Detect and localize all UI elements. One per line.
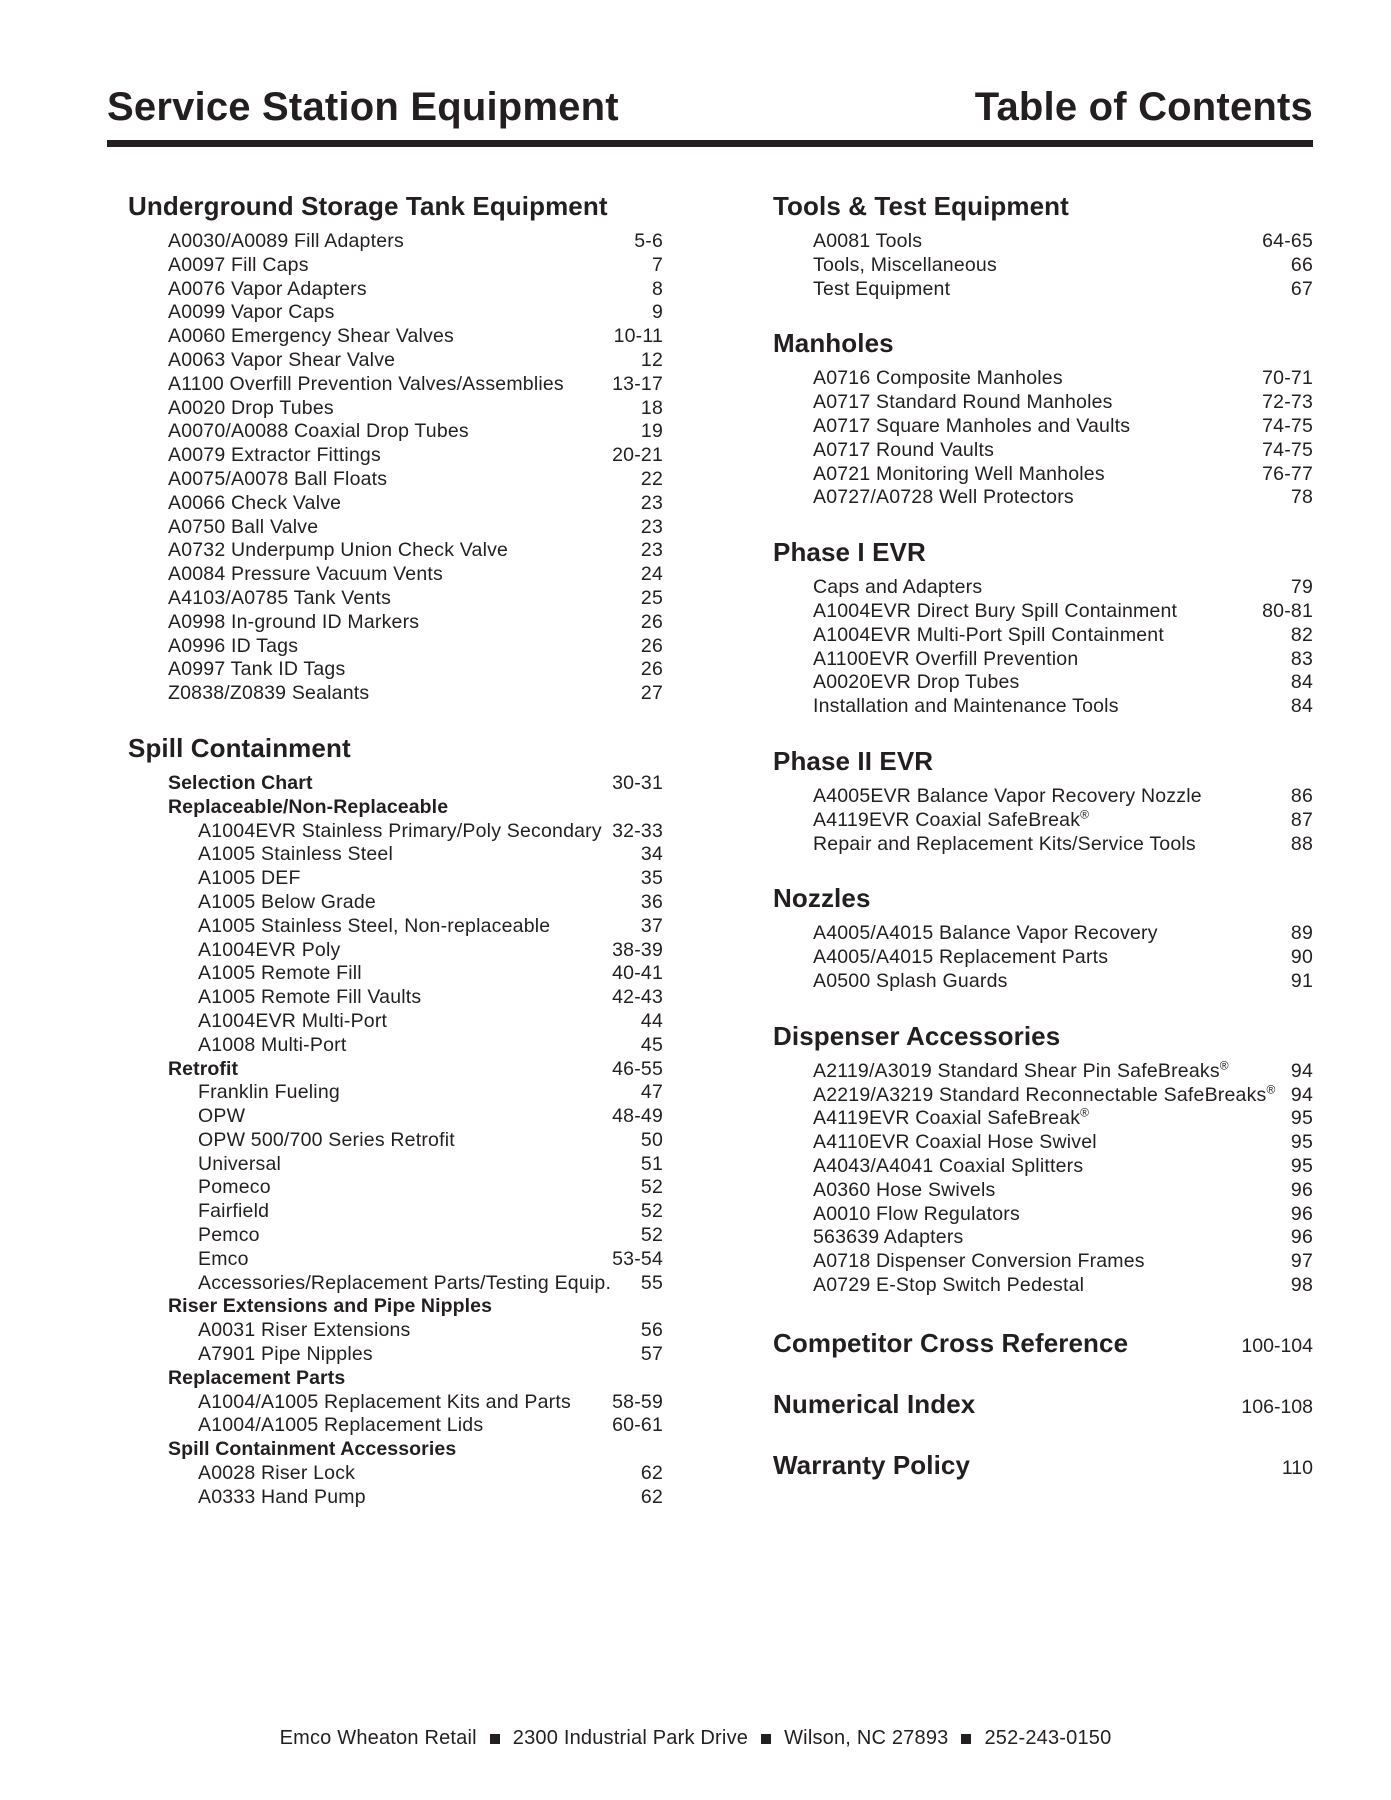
toc-item-label: A1005 Stainless Steel, Non-replaceable	[198, 914, 551, 937]
toc-item-label: A0716 Composite Manholes	[813, 367, 1063, 390]
toc-item	[773, 1131, 1313, 1155]
toc-item-page: 26	[640, 634, 663, 657]
toc-item-label: A0996 ID Tags	[168, 634, 299, 657]
toc-item	[128, 325, 663, 349]
toc-item	[128, 611, 663, 635]
toc-item-label: A0081 Tools	[813, 230, 923, 252]
toc-item	[773, 624, 1313, 648]
toc-item	[128, 1319, 663, 1343]
toc-item-label: Retrofit	[168, 1057, 239, 1080]
toc-section	[128, 191, 663, 706]
toc-item-page: 64-65	[1262, 230, 1313, 252]
toc-item-page: 62	[640, 1485, 663, 1508]
section-title: Tools & Test Equipment	[773, 191, 1069, 221]
toc-item	[128, 986, 663, 1010]
section-title: Competitor Cross Reference	[773, 1327, 1129, 1358]
registered-trademark-symbol: ®	[1266, 1082, 1276, 1097]
toc-item-page: 53-54	[612, 1247, 663, 1270]
toc-item-page: 74-75	[1262, 438, 1313, 461]
section-heading	[773, 883, 1313, 914]
toc-item	[773, 946, 1313, 970]
toc-item	[773, 486, 1313, 510]
toc-item	[128, 1438, 663, 1462]
toc-item-label: Emco	[198, 1247, 249, 1270]
toc-item	[128, 1295, 663, 1319]
toc-item-page: 95	[1290, 1107, 1313, 1130]
toc-item	[773, 230, 1313, 254]
toc-item-label: Test Equipment	[813, 277, 951, 300]
toc-item-label: A1005 Remote Fill Vaults	[198, 986, 422, 1009]
toc-item-label: Repair and Replacement Kits/Service Tools	[813, 832, 1196, 855]
toc-item-label: Replacement Parts	[168, 1366, 346, 1389]
toc-item-page: 96	[1290, 1202, 1313, 1225]
toc-item-page: 89	[1290, 922, 1313, 945]
toc-item-page: 52	[640, 1176, 663, 1199]
toc-item-page: 96	[1290, 1178, 1313, 1201]
toc-item-label: A1004EVR Stainless Primary/Poly Secondary	[198, 819, 602, 842]
toc-section	[773, 537, 1313, 719]
toc-item-page: 24	[640, 563, 663, 586]
toc-item-page: 35	[640, 867, 663, 890]
toc-item	[773, 1107, 1313, 1131]
toc-item-label: A1100EVR Overfill Prevention	[813, 647, 1079, 670]
toc-item	[773, 576, 1313, 600]
toc-item-label: A7901 Pipe Nipples	[198, 1343, 373, 1366]
toc-item-page: 70-71	[1262, 367, 1313, 390]
toc-item	[773, 695, 1313, 719]
section-heading	[773, 537, 1313, 568]
toc-item-page: 82	[1290, 623, 1313, 646]
toc-item-label: A0732 Underpump Union Check Valve	[168, 539, 509, 562]
toc-item-label: A1005 Below Grade	[198, 890, 376, 913]
toc-item-label: A0030/A0089 Fill Adapters	[168, 230, 404, 252]
toc-item-page: 52	[640, 1224, 663, 1247]
toc-item	[128, 1224, 663, 1248]
toc-item-label: A1004EVR Multi-Port Spill Containment	[813, 623, 1164, 646]
toc-item-label: Installation and Maintenance Tools	[813, 695, 1119, 718]
toc-item	[128, 587, 663, 611]
toc-item	[773, 1179, 1313, 1203]
toc-item-page: 98	[1290, 1273, 1313, 1296]
toc-item	[773, 970, 1313, 994]
toc-item-label: Accessories/Replacement Parts/Testing Equip.	[198, 1271, 612, 1294]
toc-item	[128, 820, 663, 844]
toc-item-label: A0997 Tank ID Tags	[168, 658, 346, 681]
toc-item	[128, 230, 663, 254]
toc-item-page: 79	[1290, 576, 1313, 599]
toc-item-page: 19	[640, 420, 663, 443]
toc-item	[128, 539, 663, 563]
toc-item-page: 84	[1290, 671, 1313, 694]
toc-item-label: A0500 Splash Guards	[813, 969, 1008, 992]
footer-separator-square-icon	[761, 1734, 771, 1744]
toc-item-label: A1005 Stainless Steel	[198, 843, 393, 866]
toc-item-page: 23	[640, 491, 663, 514]
toc-item-label: A0076 Vapor Adapters	[168, 277, 367, 300]
toc-item-label: Selection Chart	[168, 771, 313, 794]
toc-section	[773, 1328, 1313, 1359]
toc-item-page: 8	[651, 277, 663, 300]
toc-item-page: 51	[640, 1152, 663, 1175]
toc-item-label: A4103/A0785 Tank Vents	[168, 586, 392, 609]
toc-item	[128, 1343, 663, 1367]
toc-section	[773, 883, 1313, 993]
toc-item-label: Pomeco	[198, 1176, 271, 1199]
toc-item-page: 94	[1290, 1083, 1313, 1106]
footer-segment: Emco Wheaton Retail	[279, 1727, 477, 1749]
toc-item-page: 23	[640, 515, 663, 538]
registered-trademark-symbol: ®	[1219, 1058, 1229, 1073]
toc-section	[773, 1450, 1313, 1481]
toc-item	[773, 278, 1313, 302]
toc-item	[773, 415, 1313, 439]
toc-item-label: A0066 Check Valve	[168, 491, 342, 514]
toc-item-label: A0727/A0728 Well Protectors	[813, 486, 1074, 509]
toc-item	[128, 1200, 663, 1224]
toc-item	[773, 600, 1313, 624]
toc-item-page: 10-11	[613, 325, 663, 348]
toc-item-label: A0020 Drop Tubes	[168, 396, 334, 419]
toc-item	[773, 463, 1313, 487]
toc-item-label: A1005 Remote Fill	[198, 962, 362, 985]
toc-item	[773, 254, 1313, 278]
toc-item-label: A0010 Flow Regulators	[813, 1202, 1020, 1225]
toc-item-label: A0031 Riser Extensions	[198, 1319, 411, 1342]
section-page-number: 100-104	[1241, 1334, 1313, 1357]
toc-item	[128, 492, 663, 516]
doc-title: Service Station Equipment	[107, 85, 619, 129]
toc-item	[128, 1034, 663, 1058]
toc-item	[128, 1153, 663, 1177]
section-title: Nozzles	[773, 883, 871, 914]
toc-right-column	[773, 191, 1313, 1537]
toc-item	[128, 1105, 663, 1129]
toc-item-label: A0998 In-ground ID Markers	[168, 610, 420, 633]
toc-item-label: A0729 E-Stop Switch Pedestal	[813, 1273, 1085, 1296]
footer-separator-square-icon	[490, 1734, 500, 1744]
toc-item	[773, 785, 1313, 809]
toc-item	[773, 391, 1313, 415]
page-footer	[0, 1727, 1391, 1750]
toc-item-label: A1004EVR Poly	[198, 938, 341, 961]
toc-item-label: Z0838/Z0839 Sealants	[168, 682, 370, 705]
toc-item-page: 45	[640, 1033, 663, 1056]
toc-item-label: A1004/A1005 Replacement Lids	[198, 1414, 484, 1437]
footer-segment: Wilson, NC 27893	[784, 1727, 949, 1749]
toc-item-page: 57	[640, 1343, 663, 1366]
toc-section	[773, 1389, 1313, 1420]
toc-item	[128, 254, 663, 278]
toc-item-label: A4005/A4015 Balance Vapor Recovery	[813, 922, 1158, 945]
toc-item-page: 47	[640, 1081, 663, 1104]
toc-item-label: A4119EVR Coaxial SafeBreak®	[813, 1105, 1090, 1130]
toc-item-page: 26	[640, 610, 663, 633]
toc-item-page: 78	[1290, 486, 1313, 509]
toc-item-page: 7	[651, 253, 663, 276]
toc-item-label: A4110EVR Coaxial Hose Swivel	[813, 1131, 1097, 1154]
toc-item	[128, 563, 663, 587]
toc-item	[128, 444, 663, 468]
toc-item	[773, 1084, 1313, 1108]
toc-item-page: 22	[640, 467, 663, 490]
section-heading	[773, 191, 1313, 222]
section-heading	[128, 191, 663, 222]
toc-item	[773, 1250, 1313, 1274]
toc-item-label: A2119/A3019 Standard Shear Pin SafeBreaks®	[813, 1058, 1229, 1082]
section-title: Numerical Index	[773, 1388, 976, 1419]
toc-item-label: A4005EVR Balance Vapor Recovery Nozzle	[813, 784, 1202, 807]
toc-item-page: 36	[640, 890, 663, 913]
section-title: Dispenser Accessories	[773, 1020, 1061, 1051]
toc-item-label: Pemco	[198, 1224, 260, 1247]
toc-item-label: A0360 Hose Swivels	[813, 1178, 996, 1201]
toc-item-label: A0084 Pressure Vacuum Vents	[168, 563, 443, 586]
toc-item	[128, 1414, 663, 1438]
toc-item-page: 25	[640, 586, 663, 609]
toc-item-page: 52	[640, 1200, 663, 1223]
toc-item	[128, 915, 663, 939]
toc-item	[128, 682, 663, 706]
toc-item-label: A4119EVR Coaxial SafeBreak®	[813, 807, 1090, 831]
toc-item	[128, 1010, 663, 1034]
toc-item-page: 90	[1290, 946, 1313, 969]
toc-item-page: 18	[640, 396, 663, 419]
toc-item	[773, 833, 1313, 857]
toc-item-page: 44	[640, 1009, 663, 1032]
toc-item-label: A1004EVR Direct Bury Spill Containment	[813, 599, 1178, 622]
toc-item-label: A0079 Extractor Fittings	[168, 444, 381, 467]
toc-item-page: 50	[640, 1128, 663, 1151]
toc-item-page: 32-33	[612, 819, 663, 842]
toc-item-label: A1004EVR Multi-Port	[198, 1009, 388, 1032]
toc-item-page: 27	[640, 682, 663, 705]
toc-item	[128, 301, 663, 325]
toc-item	[128, 1129, 663, 1153]
toc-item-label: A0075/A0078 Ball Floats	[168, 467, 388, 490]
toc-item-label: A1100 Overfill Prevention Valves/Assemblies	[168, 372, 564, 395]
toc-item-label: 563639 Adapters	[813, 1226, 964, 1249]
toc-item-label: A0028 Riser Lock	[198, 1462, 356, 1485]
section-heading	[773, 1021, 1313, 1052]
toc-item	[128, 1367, 663, 1391]
toc-item-label: A0060 Emergency Shear Valves	[168, 325, 454, 348]
toc-item	[128, 939, 663, 963]
toc-item-page: 86	[1290, 784, 1313, 807]
toc-item-page: 48-49	[612, 1105, 663, 1128]
toc-item	[128, 796, 663, 820]
toc-item-label: A0718 Dispenser Conversion Frames	[813, 1250, 1145, 1273]
toc-title: Table of Contents	[974, 85, 1313, 129]
registered-trademark-symbol: ®	[1080, 807, 1090, 822]
toc-item	[773, 671, 1313, 695]
toc-item	[128, 658, 663, 682]
footer-segment: 2300 Industrial Park Drive	[512, 1727, 749, 1749]
toc-item-label: Franklin Fueling	[198, 1081, 340, 1104]
toc-item-page: 58-59	[612, 1390, 663, 1413]
section-title: Manholes	[773, 328, 894, 359]
section-page-number: 110	[1281, 1456, 1313, 1479]
toc-item	[128, 373, 663, 397]
toc-item-page: 95	[1290, 1154, 1313, 1177]
toc-item-label: A0750 Ball Valve	[168, 515, 319, 538]
toc-item-label: A0020EVR Drop Tubes	[813, 671, 1020, 694]
toc-item-page: 5-6	[634, 230, 663, 252]
toc-item-page: 96	[1290, 1226, 1313, 1249]
toc-item-page: 67	[1290, 277, 1313, 300]
toc-item-page: 62	[640, 1462, 663, 1485]
toc-item	[128, 962, 663, 986]
toc-item-page: 87	[1290, 808, 1313, 831]
toc-item	[773, 367, 1313, 391]
toc-item-label: Tools, Miscellaneous	[813, 253, 997, 276]
toc-item-label: Universal	[198, 1152, 282, 1175]
toc-item-label: A0097 Fill Caps	[168, 253, 309, 276]
toc-item-label: A4005/A4015 Replacement Parts	[813, 946, 1109, 969]
section-heading	[128, 733, 663, 764]
section-title: Phase I EVR	[773, 537, 926, 568]
toc-item-label: A4043/A4041 Coaxial Splitters	[813, 1154, 1084, 1177]
toc-item-page: 80-81	[1262, 599, 1313, 622]
toc-item-page: 40-41	[612, 962, 663, 985]
toc-item-label: A2219/A3219 Standard Reconnectable SafeBreaks®	[813, 1082, 1276, 1106]
toc-item-label: A0717 Round Vaults	[813, 438, 995, 461]
toc-section	[773, 191, 1313, 301]
toc-item-label: A0717 Standard Round Manholes	[813, 391, 1113, 414]
toc-item	[773, 1155, 1313, 1179]
toc-item-page: 12	[640, 348, 663, 371]
toc-item-page: 72-73	[1262, 391, 1313, 414]
toc-item-page: 20-21	[612, 444, 663, 467]
toc-item	[128, 278, 663, 302]
toc-item	[128, 1081, 663, 1105]
page-header	[107, 0, 1313, 147]
toc-item	[773, 439, 1313, 463]
section-title: Phase II EVR	[773, 745, 934, 776]
toc-section	[773, 1021, 1313, 1298]
toc-item-label: A0721 Monitoring Well Manholes	[813, 462, 1105, 485]
toc-item	[773, 809, 1313, 833]
toc-item-page: 76-77	[1262, 462, 1313, 485]
toc-item	[128, 1462, 663, 1486]
toc-item	[128, 468, 663, 492]
section-heading	[773, 746, 1313, 777]
toc-item-label: A1005 DEF	[198, 867, 301, 890]
toc-item	[128, 1058, 663, 1082]
toc-item-page: 91	[1290, 969, 1313, 992]
toc-item-page: 60-61	[612, 1414, 663, 1437]
toc-item-page: 84	[1290, 695, 1313, 718]
toc-item	[128, 772, 663, 796]
section-title: Spill Containment	[128, 732, 351, 763]
toc-item-page: 38-39	[612, 938, 663, 961]
toc-item-page: 42-43	[612, 986, 663, 1009]
section-title: Underground Storage Tank Equipment	[128, 191, 608, 221]
toc-item-page: 13-17	[612, 372, 663, 395]
toc-item	[128, 843, 663, 867]
toc-item-page: 23	[640, 539, 663, 562]
toc-item-label: OPW 500/700 Series Retrofit	[198, 1128, 455, 1151]
toc-item	[773, 922, 1313, 946]
toc-item-label: A0717 Square Manholes and Vaults	[813, 414, 1131, 437]
section-heading	[773, 1450, 1313, 1481]
toc-item-page: 95	[1290, 1131, 1313, 1154]
toc-item-page: 94	[1290, 1059, 1313, 1082]
toc-item-page: 56	[640, 1319, 663, 1342]
toc-item-page: 26	[640, 658, 663, 681]
toc-item	[128, 635, 663, 659]
toc-item	[773, 1274, 1313, 1298]
section-title: Warranty Policy	[773, 1449, 971, 1480]
toc-item-page: 55	[640, 1271, 663, 1294]
toc-item-page: 30-31	[612, 771, 663, 794]
section-heading	[773, 1328, 1313, 1359]
toc-item-page: 34	[640, 843, 663, 866]
section-heading	[773, 328, 1313, 359]
footer-separator-square-icon	[961, 1734, 971, 1744]
toc-item	[128, 420, 663, 444]
toc-section	[773, 746, 1313, 856]
toc-item-label: Spill Containment Accessories	[168, 1438, 457, 1461]
toc-left-column	[128, 191, 663, 1537]
section-page-number: 106-108	[1241, 1395, 1313, 1418]
toc-item	[128, 1391, 663, 1415]
toc-item-label: A1004/A1005 Replacement Kits and Parts	[198, 1390, 571, 1413]
toc-item	[128, 349, 663, 373]
registered-trademark-symbol: ®	[1080, 1105, 1090, 1120]
toc-item-label: OPW	[198, 1105, 246, 1128]
toc-item-page: 97	[1290, 1250, 1313, 1273]
toc-columns	[107, 191, 1313, 1537]
toc-section	[773, 328, 1313, 510]
toc-item-page: 74-75	[1262, 414, 1313, 437]
toc-item-label: Replaceable/Non-Replaceable	[168, 795, 449, 818]
toc-item-label: A1008 Multi-Port	[198, 1033, 347, 1056]
toc-item	[773, 1060, 1313, 1084]
toc-item-page: 83	[1290, 647, 1313, 670]
toc-item	[128, 397, 663, 421]
toc-item-label: A0070/A0088 Coaxial Drop Tubes	[168, 420, 469, 443]
toc-item	[128, 891, 663, 915]
toc-item	[128, 516, 663, 540]
content-area	[107, 0, 1313, 1537]
toc-item-page: 46-55	[612, 1057, 663, 1080]
toc-item-label: A0333 Hand Pump	[198, 1485, 366, 1508]
toc-item	[128, 1272, 663, 1296]
section-heading	[773, 1389, 1313, 1420]
toc-item-label: Riser Extensions and Pipe Nipples	[168, 1295, 493, 1318]
footer-segment: 252-243-0150	[984, 1727, 1112, 1749]
toc-item-page: 37	[640, 914, 663, 937]
toc-item-label: A0063 Vapor Shear Valve	[168, 348, 396, 371]
toc-item	[128, 867, 663, 891]
toc-section	[128, 733, 663, 1510]
toc-item	[128, 1176, 663, 1200]
toc-item-label: Fairfield	[198, 1200, 270, 1223]
toc-item-page: 9	[651, 301, 663, 324]
toc-item	[773, 648, 1313, 672]
toc-item	[773, 1203, 1313, 1227]
toc-item-label: A0099 Vapor Caps	[168, 301, 335, 324]
toc-item	[773, 1226, 1313, 1250]
toc-item-page: 88	[1290, 832, 1313, 855]
toc-item	[128, 1248, 663, 1272]
toc-item-label: Caps and Adapters	[813, 576, 983, 599]
toc-item-page: 66	[1290, 253, 1313, 276]
toc-item	[128, 1486, 663, 1510]
